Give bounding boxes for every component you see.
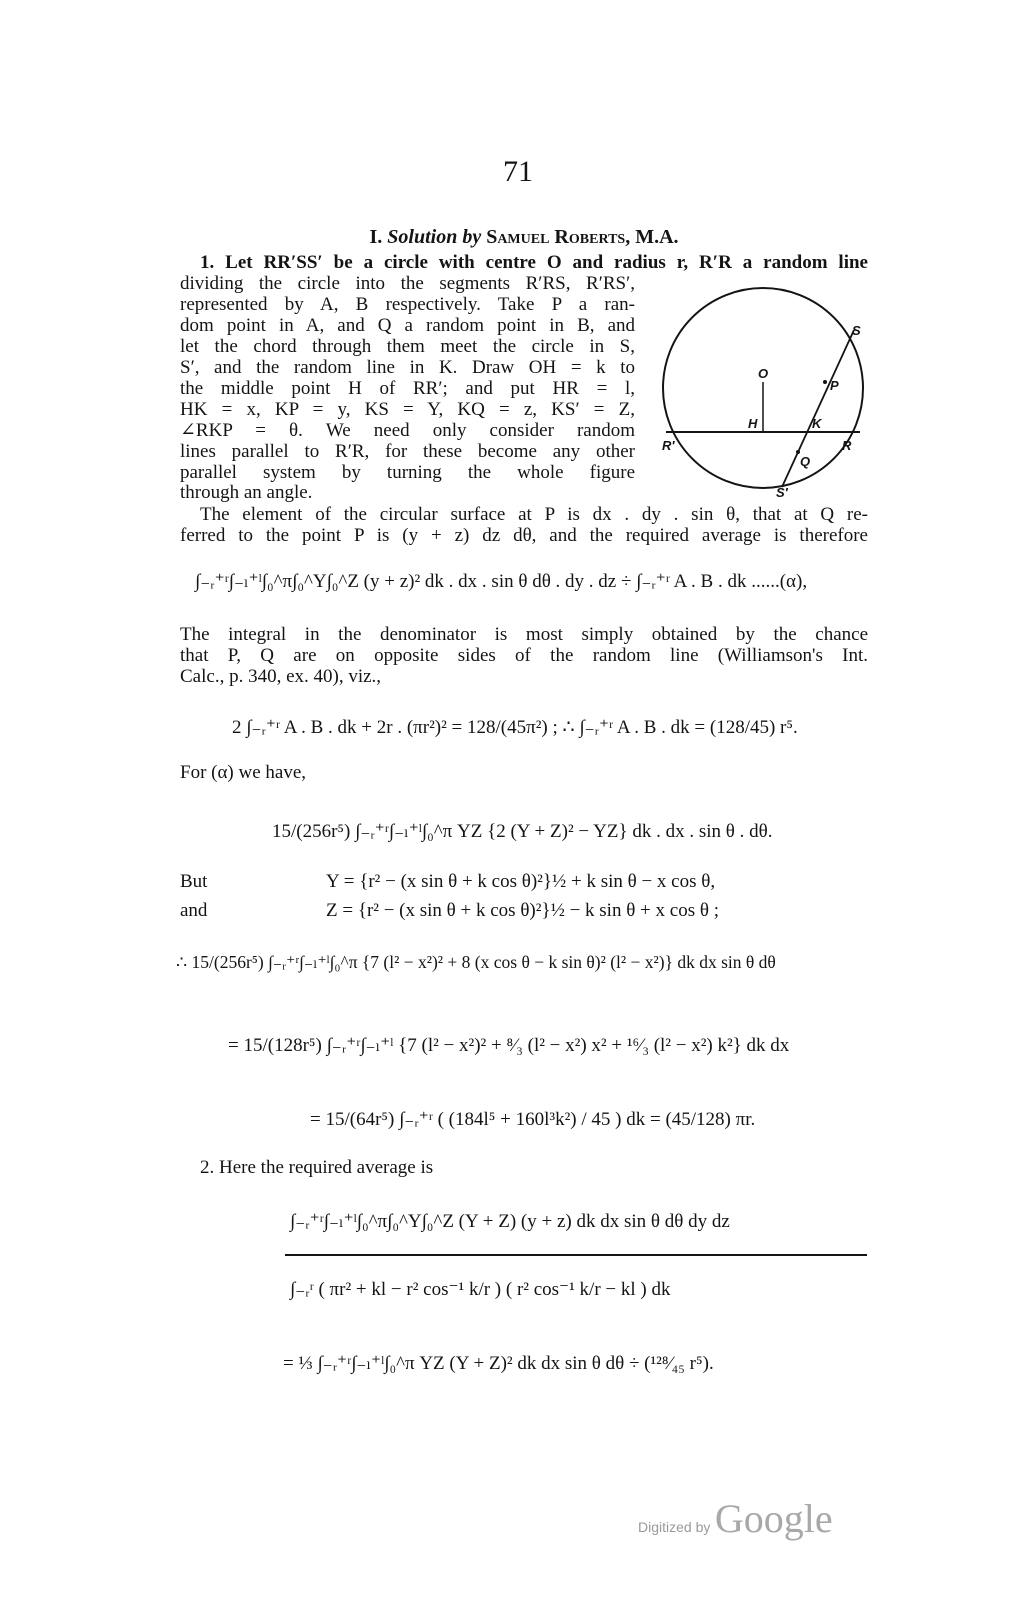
equation-5-numerator: ∫₋ᵣ⁺ʳ∫₋ₗ⁺ˡ∫₀^π∫₀^Y∫₀^Z (Y + Z) (y + z) dk dx sin θ dθ dy dz [290, 1211, 730, 1232]
label-R-prime: R′ [662, 438, 675, 453]
paragraph1-line: 1. Let RR′SS′ be a circle with centre O and radius r, R′R a random line [200, 252, 868, 273]
heading-numeral: I. [369, 226, 383, 248]
paragraph1-line: ∠RKP = θ. We need only consider random [180, 420, 635, 441]
equation-6: = ⅓ ∫₋ᵣ⁺ʳ∫₋ₗ⁺ˡ∫₀^π YZ (Y + Z)² dk dx sin θ dθ ÷ (¹²⁸⁄₄₅ r⁵). [283, 1353, 714, 1374]
heading-solution-by: Solution by [387, 226, 482, 248]
label-R: R [842, 438, 852, 453]
paragraph1-line: S′, and the random line in K. Draw OH = k to [180, 357, 635, 378]
paragraph1-line: the middle point H of RR′; and put HR = l, [180, 378, 635, 399]
paragraph3-line: that P, Q are on opposite sides of the random line (Williamson's Int. [180, 645, 868, 666]
circle-diagram [650, 280, 880, 510]
watermark-prefix: Digitized by [638, 1519, 711, 1535]
equation-4: = 15/(64r⁵) ∫₋ᵣ⁺ʳ ( (184l⁵ + 160l³k²) / 45 ) dk = (45/128) πr. [310, 1109, 756, 1130]
chord-SS [782, 330, 854, 487]
equation-Y: Y = {r² − (x sin θ + k cos θ)²}½ + k sin θ − x cos θ, [326, 871, 716, 892]
equation-3: = 15/(128r⁵) ∫₋ᵣ⁺ʳ∫₋ₗ⁺ˡ {7 (l² − x²)² + ⁸⁄₃ (l² − x²) x² + ¹⁶⁄₃ (l² − x²) k²} dk dx [228, 1035, 790, 1056]
point-P [823, 380, 827, 384]
but-label: But [180, 871, 208, 892]
paragraph1-line: through an angle. [180, 482, 313, 503]
paragraph1-line: parallel system by turning the whole figure [180, 462, 635, 483]
paragraph1-line: represented by A, B respectively. Take P a ran- [180, 294, 635, 315]
label-P: P [830, 378, 839, 393]
equation-2: ∴ 15/(256r⁵) ∫₋ᵣ⁺ʳ∫₋ₗ⁺ˡ∫₀^π {7 (l² − x²)² + 8 (x cos θ − k sin θ)² (l² − x²)} dk dx sin θ dθ [176, 952, 776, 972]
paragraph2-line: ferred to the point P is (y + z) dz dθ, and the required average is therefore [180, 525, 868, 546]
label-K: K [812, 416, 822, 431]
equation-alpha: ∫₋ᵣ⁺ʳ∫₋ₗ⁺ˡ∫₀^π∫₀^Y∫₀^Z (y + z)² dk . dx . sin θ dθ . dy . dz ÷ ∫₋ᵣ⁺ʳ A . B . dk ......(α), [195, 571, 808, 592]
heading-author: Samuel Roberts, M.A. [486, 226, 679, 248]
label-Q: Q [800, 454, 811, 469]
page-number: 71 [503, 155, 533, 188]
equation-Z: Z = {r² − (x sin θ + k cos θ)²}½ − k sin θ + x cos θ ; [326, 900, 719, 921]
paragraph1-line: dividing the circle into the segments R′RS, R′RS′, [180, 273, 635, 294]
paragraph1-line: let the chord through them meet the circle in S, [180, 336, 635, 357]
label-O: O [758, 366, 769, 381]
section-heading [180, 226, 868, 249]
label-S: S [852, 323, 861, 338]
watermark-brand: Google [714, 1496, 833, 1541]
and-label: and [180, 900, 208, 921]
paragraph3-line: The integral in the denominator is most simply obtained by the chance [180, 624, 868, 645]
equation-5-denominator: ∫₋ᵣʳ ( πr² + kl − r² cos⁻¹ k/r ) ( r² cos⁻¹ k/r − kl ) dk [290, 1279, 671, 1300]
equation-1: 15/(256r⁵) ∫₋ᵣ⁺ʳ∫₋ₗ⁺ˡ∫₀^π YZ {2 (Y + Z)² − YZ} dk . dx . sin θ . dθ. [272, 821, 773, 842]
equation-denominator: 2 ∫₋ᵣ⁺ʳ A . B . dk + 2r . (πr²)² = 128/(45π²) ; ∴ ∫₋ᵣ⁺ʳ A . B . dk = (128/45) r⁵. [232, 717, 798, 738]
for-alpha-text: For (α) we have, [180, 762, 307, 783]
paragraph1-line: HK = x, KP = y, KS = Y, KQ = z, KS′ = Z, [180, 399, 635, 420]
paragraph1-line: lines parallel to R′R, for these become any other [180, 441, 635, 462]
digitized-by-google-watermark [638, 1495, 833, 1542]
section-2-text: 2. Here the required average is [200, 1157, 434, 1178]
fraction-bar [285, 1254, 867, 1256]
label-H: H [748, 416, 758, 431]
paragraph2-line: The element of the circular surface at P is dx . dy . sin θ, that at Q re- [200, 504, 868, 525]
paragraph3-line: Calc., p. 340, ex. 40), viz., [180, 666, 382, 687]
label-S-prime: S′ [776, 485, 788, 500]
paragraph1-line: dom point in A, and Q a random point in B, and [180, 315, 635, 336]
